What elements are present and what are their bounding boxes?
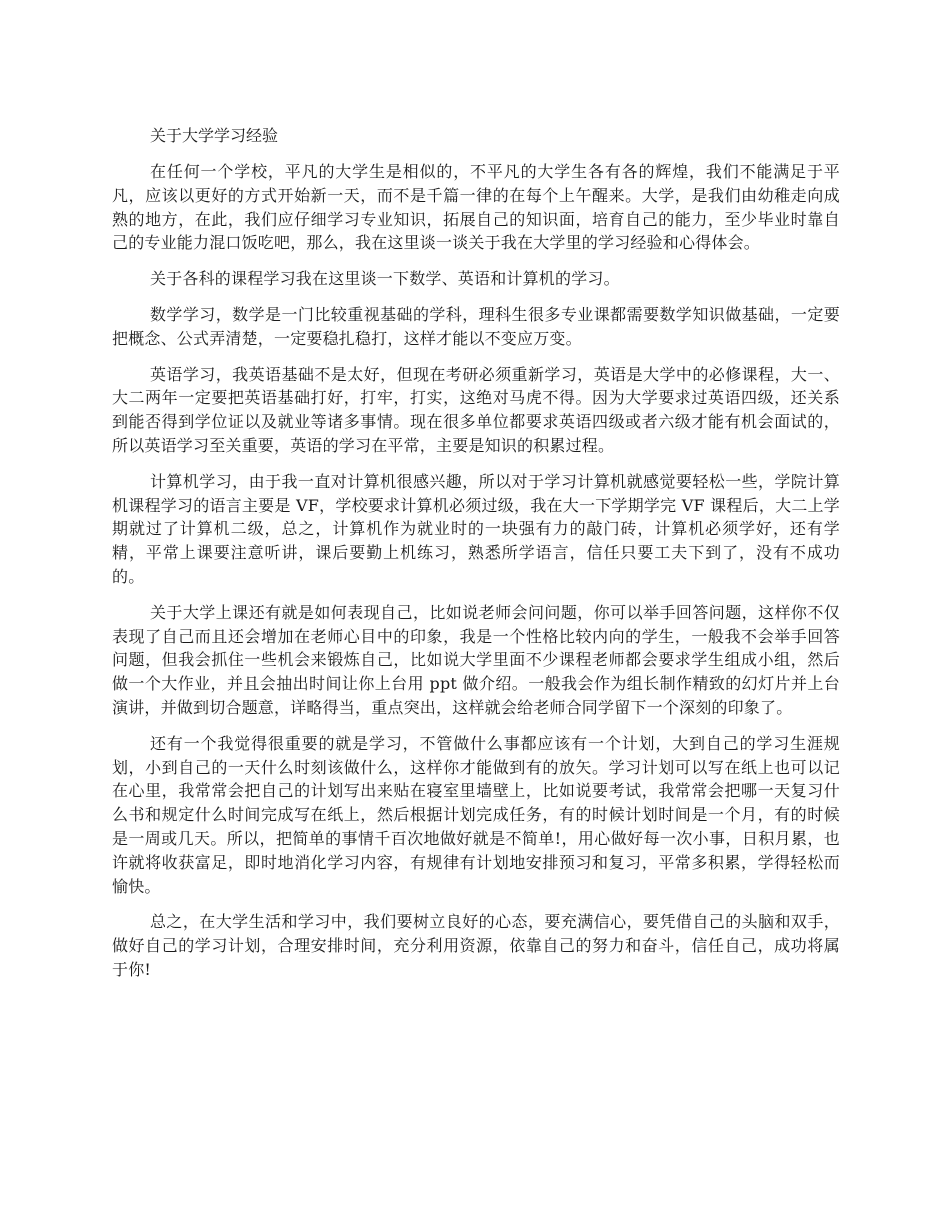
document-title: 关于大学学习经验: [150, 126, 279, 145]
paragraph-math: 数学学习，数学是一门比较重视基础的学科，理科生很多专业课都需要数学知识做基础，一定要把概念、公式弄清楚，一定要稳扎稳打，这样才能以不变应万变。: [112, 304, 840, 348]
document-page: [112, 124, 840, 994]
paragraph-class-performance: 关于大学上课还有就是如何表现自己，比如说老师会问问题，你可以举手回答问题，这样你不仅表现了自己而且还会增加在老师心目中的印象，我是一个性格比较内向的学生，一般我不会举手回答问题，但我会抓住一些机会来锻炼自己，比如说大学里面不少课程老师都会要求学生组成小组，然后做一个大作业，并且会抽出时间让你上台用 ppt 做介绍。一般我会作为组长制作精致的幻灯片并上台演讲，并做到切合题意，详略得当，重点突出，这样就会给老师合同学留下一个深刻的印象了。: [112, 602, 840, 717]
paragraph-intro: 在任何一个学校，平凡的大学生是相似的，不平凡的大学生各有各的辉煌，我们不能满足于平凡，应该以更好的方式开始新一天，而不是千篇一律的在每个上午醒来。大学，是我们由幼稚走向成熟的地方，在此，我们应仔细学习专业知识，拓展自己的知识面，培育自己的能力，至少毕业时靠自己的专业能力混口饭吃吧，那么，我在这里谈一谈关于我在大学里的学习经验和心得体会。: [112, 162, 840, 253]
paragraph-english: 英语学习，我英语基础不是太好，但现在考研必须重新学习，英语是大学中的必修课程，大一、大二两年一定要把英语基础打好，打牢，打实，这绝对马虎不得。因为大学要求过英语四级，还关系到能否得到学位证以及就业等诸多事情。现在很多单位都要求英语四级或者六级才能有机会面试的，所以英语学习至关重要，英语的学习在平常，主要是知识的积累过程。: [112, 364, 840, 455]
paragraph-computer: 计算机学习，由于我一直对计算机很感兴趣，所以对于学习计算机就感觉要轻松一些，学院计算机课程学习的语言主要是 VF，学校要求计算机必须过级，我在大一下学期学完 VF 课程后，大二上学期就过了计算机二级，总之，计算机作为就业时的一块强有力的敲门砖，计算机必须学好，还有学精，平常上课要注意听讲，课后要勤上机练习，熟悉所学语言，信任只要工夫下到了，没有不成功的。: [112, 471, 840, 586]
paragraph-study-plan: 还有一个我觉得很重要的就是学习，不管做什么事都应该有一个计划，大到自己的学习生涯规划，小到自己的一天什么时刻该做什么，这样你才能做到有的放矢。学习计划可以写在纸上也可以记在心里，我常常会把自己的计划写出来贴在寝室里墙壁上，比如说要考试，我常常会把哪一天复习什么书和规定什么时间完成写在纸上，然后根据计划完成任务，有的时候计划时间是一个月，有的时候是一周或几天。所以，把简单的事情千百次地做好就是不简单!，用心做好每一次小事，日积月累，也许就将收获富足，即时地消化学习内容，有规律有计划地安排预习和复习，平常多积累，学得轻松而愉快。: [112, 733, 840, 896]
paragraph-conclusion: 总之，在大学生活和学习中，我们要树立良好的心态，要充满信心，要凭借自己的头脑和双手，做好自己的学习计划，合理安排时间，充分利用资源，依靠自己的努力和奋斗，信任自己，成功将属于你!: [112, 912, 840, 979]
paragraph-courses-overview: 关于各科的课程学习我在这里谈一下数学、英语和计算机的学习。: [150, 269, 620, 289]
